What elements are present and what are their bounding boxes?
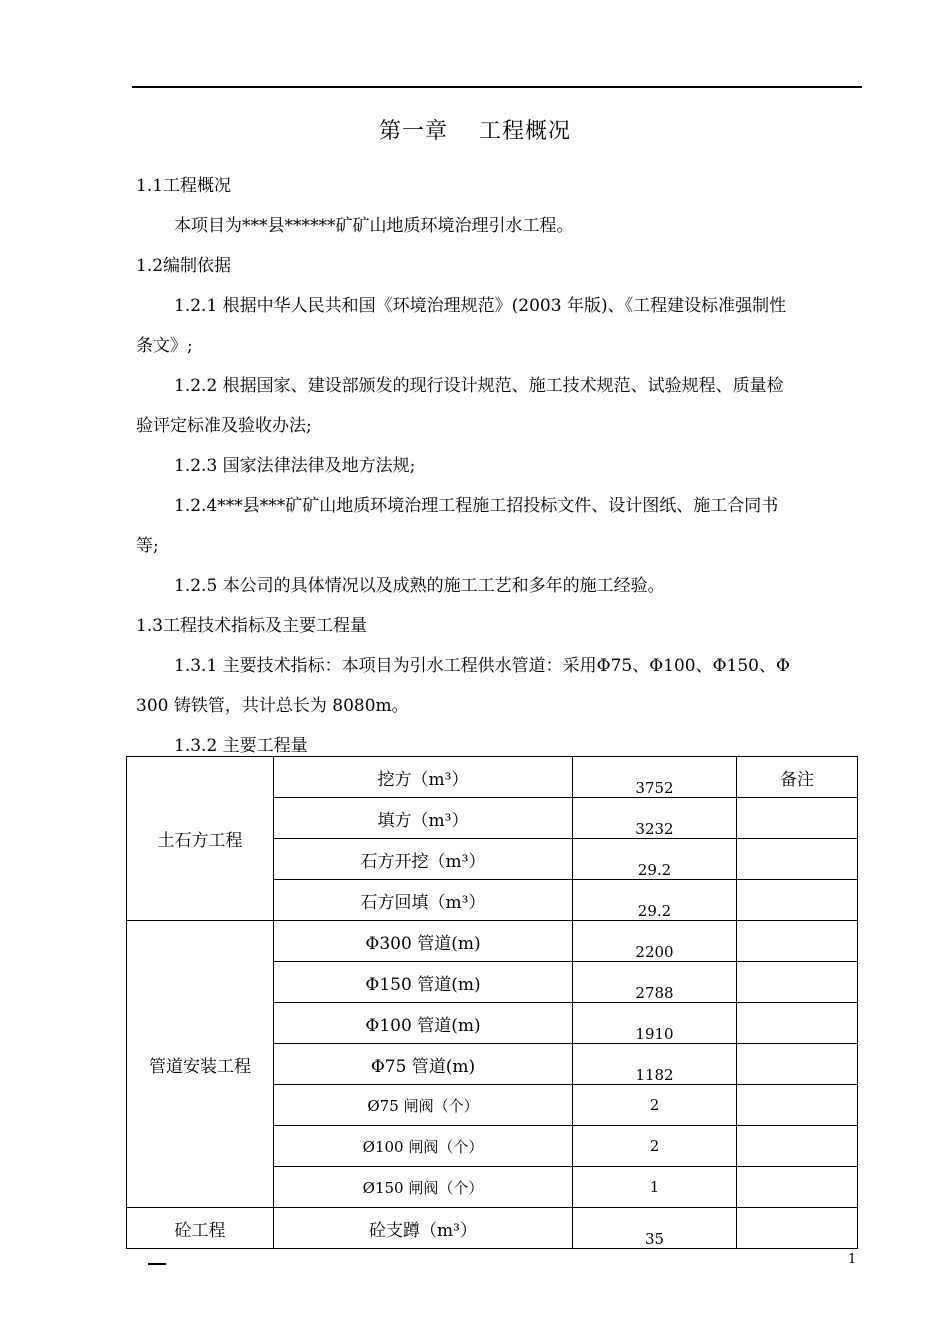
item-cell: Ø100 闸阀（个） bbox=[274, 1126, 573, 1167]
table-row bbox=[127, 921, 858, 962]
item-cell: 挖方（m³） bbox=[274, 757, 573, 798]
value-cell: 1 bbox=[573, 1167, 737, 1208]
footer-dash bbox=[148, 1263, 166, 1265]
remark-cell bbox=[737, 798, 858, 839]
section-1-1-body: 本项目为***县******矿矿山地质环境治理引水工程。 bbox=[174, 216, 574, 236]
group-cell: 土石方工程 bbox=[127, 757, 274, 921]
remark-cell bbox=[737, 1208, 858, 1249]
table-row bbox=[127, 1208, 858, 1249]
group-cell: 砼工程 bbox=[127, 1208, 274, 1249]
section-1-3-1-line2: 300 铸铁管，共计总长为 8080m。 bbox=[136, 696, 409, 716]
item-cell: 砼支蹲（m³） bbox=[274, 1208, 573, 1249]
section-1-2-4-line2: 等; bbox=[136, 536, 159, 556]
remark-cell bbox=[737, 921, 858, 962]
value-cell: 3752 bbox=[573, 757, 737, 798]
section-1-2-2-line2: 验评定标准及验收办法; bbox=[136, 416, 312, 436]
item-cell: Φ300 管道(m) bbox=[274, 921, 573, 962]
item-cell: Ø75 闸阀（个） bbox=[274, 1085, 573, 1126]
value-cell: 1910 bbox=[573, 1003, 737, 1044]
group-cell: 管道安装工程 bbox=[127, 921, 274, 1208]
value-cell: 3232 bbox=[573, 798, 737, 839]
remark-cell bbox=[737, 880, 858, 921]
section-1-2-4-line1: 1.2.4***县***矿矿山地质环境治理工程施工招投标文件、设计图纸、施工合同书 bbox=[174, 496, 779, 516]
item-cell: Φ75 管道(m) bbox=[274, 1044, 573, 1085]
value-cell: 2 bbox=[573, 1126, 737, 1167]
value-cell: 29.2 bbox=[573, 839, 737, 880]
item-cell: Φ150 管道(m) bbox=[274, 962, 573, 1003]
value-cell: 35 bbox=[573, 1208, 737, 1249]
item-cell: Ø150 闸阀（个） bbox=[274, 1167, 573, 1208]
table-row bbox=[127, 757, 858, 798]
remark-cell bbox=[737, 1003, 858, 1044]
remark-cell bbox=[737, 1126, 858, 1167]
item-cell: 石方开挖（m³） bbox=[274, 839, 573, 880]
header-rule bbox=[132, 86, 862, 88]
section-1-2-1-line2: 条文》; bbox=[136, 336, 193, 356]
remark-header: 备注 bbox=[737, 757, 858, 798]
value-cell: 29.2 bbox=[573, 880, 737, 921]
section-1-3-1-line1: 1.3.1 主要技术指标：本项目为引水工程供水管道：采用Φ75、Φ100、Φ150、Φ bbox=[174, 656, 790, 676]
quantities-table bbox=[126, 756, 858, 1249]
section-1-2-3: 1.2.3 国家法律法律及地方法规; bbox=[174, 456, 416, 476]
page-number: 1 bbox=[848, 1252, 857, 1267]
section-1-2-5: 1.2.5 本公司的具体情况以及成熟的施工工艺和多年的施工经验。 bbox=[174, 576, 665, 596]
value-cell: 2200 bbox=[573, 921, 737, 962]
section-1-3-heading: 1.3工程技术指标及主要工程量 bbox=[136, 616, 368, 636]
value-cell: 1182 bbox=[573, 1044, 737, 1085]
section-1-2-2-line1: 1.2.2 根据国家、建设部颁发的现行设计规范、施工技术规范、试验规程、质量检 bbox=[174, 376, 784, 396]
item-cell: 石方回填（m³） bbox=[274, 880, 573, 921]
section-1-2-1-line1: 1.2.1 根据中华人民共和国《环境治理规范》(2003 年版)、《工程建设标准强制性 bbox=[174, 296, 787, 316]
remark-cell bbox=[737, 839, 858, 880]
item-cell: Φ100 管道(m) bbox=[274, 1003, 573, 1044]
remark-cell bbox=[737, 962, 858, 1003]
value-cell: 2788 bbox=[573, 962, 737, 1003]
value-cell: 2 bbox=[573, 1085, 737, 1126]
remark-cell bbox=[737, 1167, 858, 1208]
section-1-2-heading: 1.2编制依据 bbox=[136, 256, 232, 276]
section-1-3-2: 1.3.2 主要工程量 bbox=[174, 736, 308, 756]
remark-cell bbox=[737, 1085, 858, 1126]
item-cell: 填方（m³） bbox=[274, 798, 573, 839]
remark-cell bbox=[737, 1044, 858, 1085]
chapter-title: 第一章 工程概况 bbox=[379, 119, 571, 144]
section-1-1-heading: 1.1工程概况 bbox=[136, 176, 232, 196]
